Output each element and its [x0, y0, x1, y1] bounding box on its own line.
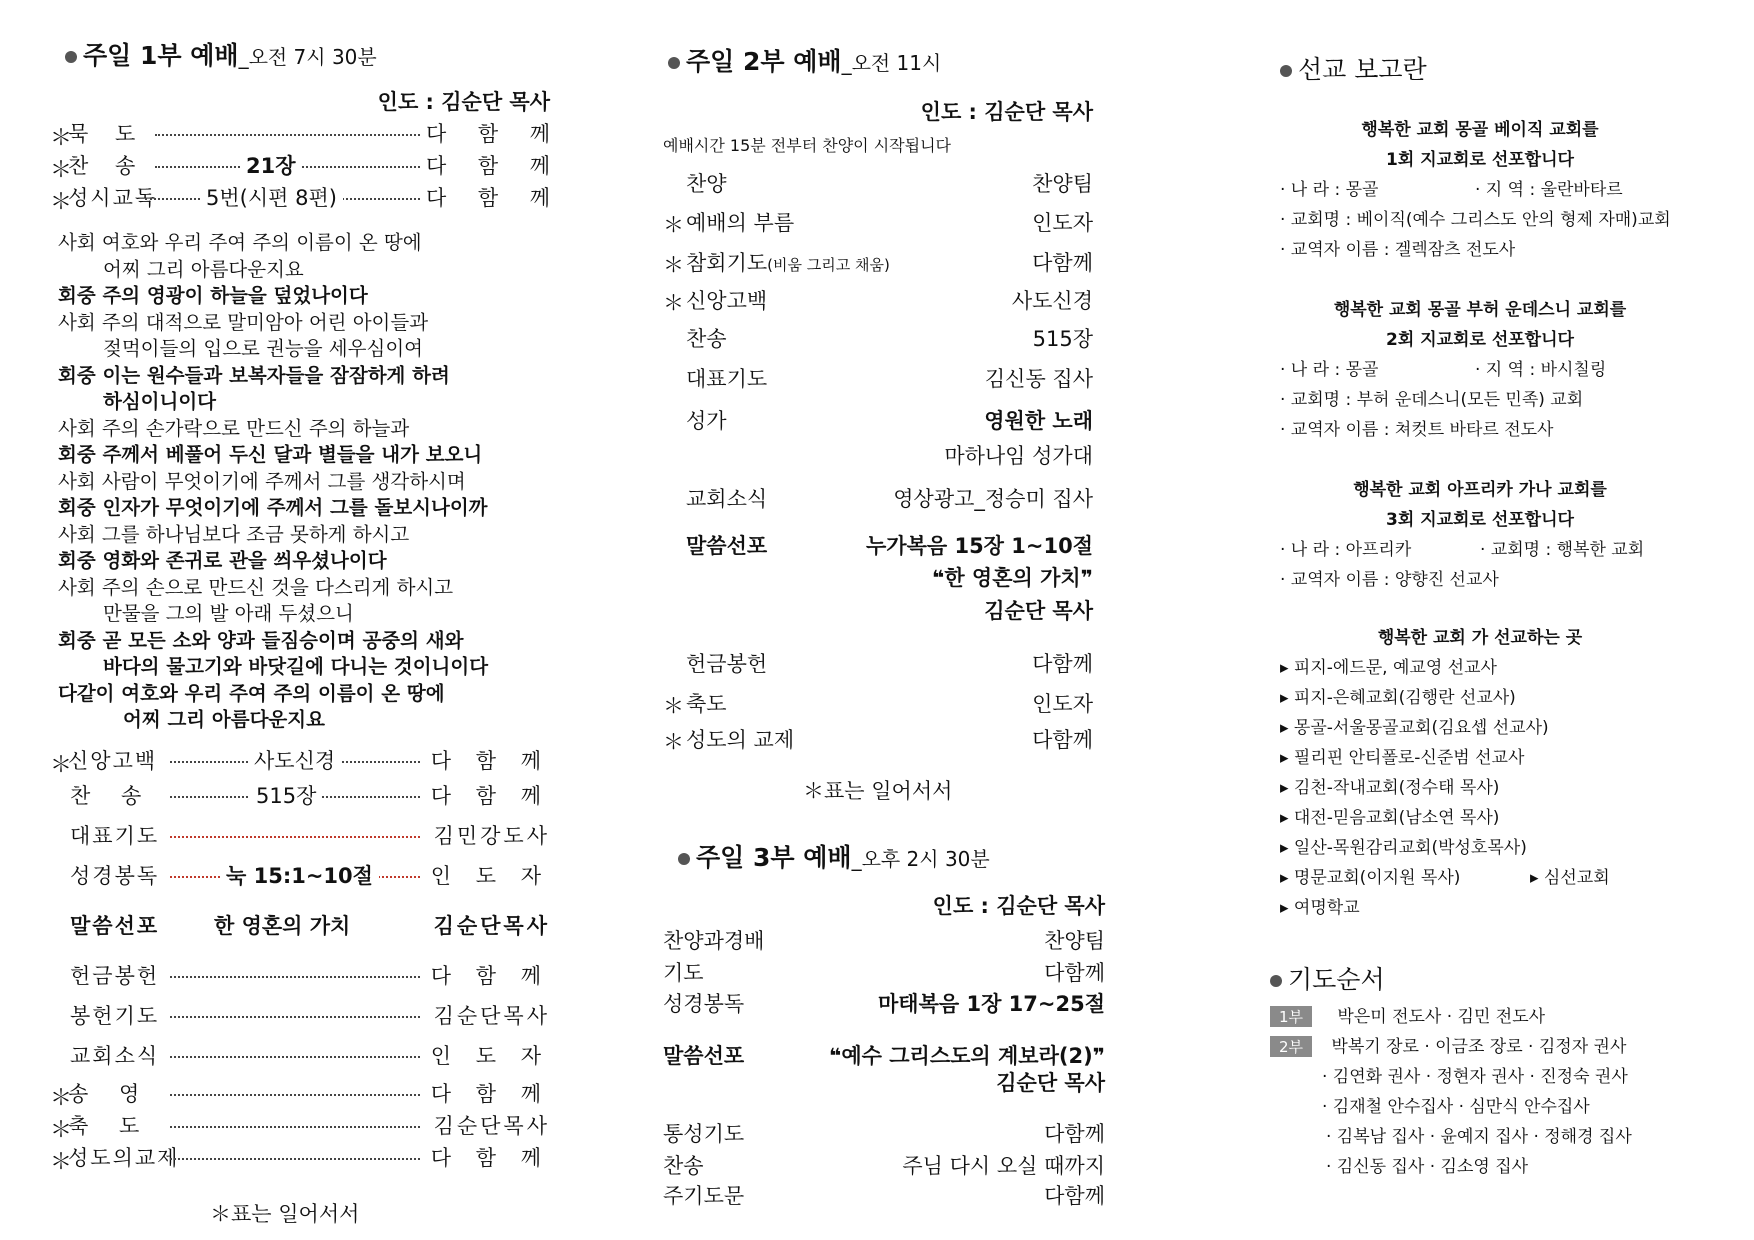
standing-mark: ＊ — [50, 1118, 73, 1143]
mission-1-region: · 지 역 : 울란바타르 — [1475, 180, 1623, 200]
order-item-7 — [663, 405, 1093, 435]
order-label: 찬송 — [663, 1154, 704, 1178]
order-label: 헌금봉헌 — [686, 652, 768, 676]
mission-1-declaration: 1회 지교회로 선포합니다 — [1386, 150, 1574, 170]
mission-place: ▸ 필리핀 안티폴로-신준범 선교사 — [1280, 748, 1525, 768]
order-note: (비움 그리고 채움) — [767, 256, 890, 274]
order-item-12 — [663, 595, 1093, 625]
order-label: 예배의 부름 — [686, 211, 795, 235]
mission-1-church: · 교회명 : 베이직(예수 그리스도 안의 형제 자매)교회 — [1280, 210, 1671, 230]
leader-dots — [155, 134, 420, 136]
reading-line: 사회 주의 손으로 만드신 것을 다스리게 하시고 — [58, 575, 454, 599]
order-item-11 — [663, 562, 1093, 592]
order-person-char: 다 — [426, 186, 447, 210]
bullet-icon — [668, 57, 680, 69]
service-2-title: 주일 2부 예배_오전 11시 — [668, 42, 941, 78]
order-label: 봉헌기도 — [70, 1004, 160, 1028]
mission-places-heading: 행복한 교회 가 선교하는 곳 — [1377, 628, 1583, 648]
order-person: ❝예수 그리스도의 계보라(2)❞ — [829, 1044, 1105, 1068]
order-person — [426, 182, 550, 212]
reading-line: 사회 주의 손가락으로 만드신 주의 하늘과 — [58, 416, 410, 440]
order-person: 영상광고_정승미 집사 — [893, 487, 1093, 511]
order-person-char: 다 — [426, 122, 447, 146]
order-item-14 — [663, 688, 1093, 718]
mission-1-country: · 나 라 : 몽골 — [1280, 180, 1379, 200]
order3-item-1 — [663, 925, 1105, 955]
leader-dots — [170, 1094, 420, 1096]
order-item-4 — [663, 285, 1093, 315]
order-item-11 — [50, 1040, 550, 1070]
standing-mark: ＊ — [663, 213, 684, 237]
mission-2-minister: · 교역자 이름 : 쳐컷트 바타르 전도사 — [1280, 420, 1554, 440]
order-person: 다 함 께 — [430, 1146, 550, 1170]
order-person: 515장 — [1032, 327, 1093, 351]
order-item-8 — [663, 440, 1093, 470]
order-person-char: 다 — [426, 154, 447, 178]
service-3-title: 주일 3부 예배_오후 2시 30분 — [678, 838, 990, 874]
standing-mark: ＊ — [50, 1086, 73, 1111]
order-person: 다 함 께 — [430, 784, 550, 808]
reading-line: 회중 곧 모든 소와 양과 들짐승이며 공중의 새와 — [58, 628, 464, 652]
standing-footnote-2: ＊표는 일어서서 — [803, 779, 953, 803]
mission-place: ▸ 일산-목원감리교회(박성호목사) — [1280, 838, 1527, 858]
prayer-order-title: 기도순서 — [1270, 960, 1385, 996]
order-item-3 — [663, 247, 1093, 277]
bullet-icon — [1270, 975, 1282, 987]
order-label: 참회기도(비움 그리고 채움) — [686, 251, 890, 275]
order-person: 인도자 — [1032, 692, 1093, 716]
order-item-1 — [50, 118, 550, 151]
leader-dots — [170, 1016, 420, 1018]
order-person: 마태복음 1장 17~25절 — [878, 992, 1105, 1016]
order-label: 축도 — [686, 692, 727, 716]
order-person: 영원한 노래 — [984, 409, 1093, 433]
order-item-7 — [50, 860, 550, 890]
order-label: 찬양과경배 — [663, 929, 765, 953]
service-3-leader: 인도 : 김순단 목사 — [932, 894, 1105, 918]
mission-2-region: · 지 역 : 바시칠링 — [1475, 360, 1607, 380]
order-person-char: 께 — [529, 122, 550, 146]
mission-place: ▸ 심선교회 — [1530, 868, 1610, 888]
leader-dots — [170, 1126, 420, 1128]
part-2-badge: 2부 — [1270, 1036, 1312, 1057]
reading-line: 사회 여호와 우리 주여 주의 이름이 온 땅에 — [58, 231, 422, 254]
order-label: 찬 송 — [68, 154, 146, 178]
order-detail: 한 영혼의 가치 — [208, 910, 356, 940]
mission-2-country: · 나 라 : 몽골 — [1280, 360, 1379, 380]
mission-place: ▸ 몽골-서울몽골교회(김요셉 선교사) — [1280, 718, 1549, 738]
reading-line: 바다의 물고기와 바닷길에 다니는 것이니이다 — [103, 655, 489, 678]
service-1-title: 주일 1부 예배_오전 7시 30분 — [65, 36, 377, 72]
order-label: 성경봉독 — [663, 992, 745, 1016]
order-item-3 — [50, 182, 550, 215]
reading-line: 사회 그를 하나님보다 조금 못하게 하시고 — [58, 522, 410, 546]
order-label: 헌금봉헌 — [70, 964, 160, 988]
order-person: 마하나임 성가대 — [944, 444, 1093, 468]
order-item-13 — [663, 648, 1093, 678]
order-person-char: 께 — [529, 186, 550, 210]
order-label: 신앙고백 — [686, 289, 768, 313]
reading-line: 사회 주의 대적으로 말미암아 어린 아이들과 — [58, 310, 429, 334]
order-label: 성경봉독 — [70, 864, 160, 888]
service-2-notice: 예배시간 15분 전부터 찬양이 시작됩니다 — [663, 136, 951, 155]
order-item-14 — [50, 1142, 550, 1175]
mission-2-church: · 교회명 : 부허 운데스니(모든 민족) 교회 — [1280, 390, 1584, 410]
standing-mark: ＊ — [663, 291, 684, 315]
order-detail: 5번(시편 8편) — [200, 182, 343, 212]
mission-3-minister: · 교역자 이름 : 양향진 선교사 — [1280, 570, 1499, 590]
reading-line: 젖먹이들의 입으로 권능을 세우심이여 — [103, 337, 423, 360]
mission-place: ▸ 여명학교 — [1280, 898, 1360, 918]
mission-2-heading: 행복한 교회 몽골 부허 운데스니 교회를 — [1333, 300, 1627, 320]
order-person: 김신동 집사 — [984, 367, 1093, 391]
order-item-6 — [50, 820, 550, 850]
order-person: 찬양팀 — [1032, 172, 1093, 196]
order-label: 주기도문 — [663, 1184, 745, 1208]
order-label: 축 도 — [68, 1114, 152, 1138]
bullet-icon — [678, 853, 690, 865]
order-label: 말씀선포 — [70, 914, 160, 938]
prayer-names-1: 박은미 전도사 · 김민 전도사 — [1337, 1007, 1546, 1027]
reading-line: 회중 영화와 존귀로 관을 씌우셨나이다 — [58, 549, 387, 572]
order-item-10 — [663, 530, 1093, 560]
leader-dots — [170, 1056, 420, 1058]
prayer-names-4: · 김재철 안수집사 · 심만식 안수집사 — [1322, 1097, 1590, 1117]
order3-item-5 — [663, 1067, 1105, 1097]
order-person: 인도자 — [1032, 211, 1093, 235]
reading-line: 사회 사람이 무엇이기에 주께서 그를 생각하시며 — [58, 469, 466, 493]
standing-mark: ＊ — [663, 253, 684, 277]
order-item-15 — [663, 724, 1093, 754]
mission-place: ▸ 대전-믿음교회(남소연 목사) — [1280, 808, 1500, 828]
order-label: 기도 — [663, 961, 704, 985]
order3-item-8 — [663, 1180, 1105, 1210]
order3-item-3 — [663, 988, 1105, 1018]
order-label: 신앙고백 — [68, 749, 158, 773]
order-item-9 — [663, 483, 1093, 513]
mission-1-heading: 행복한 교회 몽골 베이직 교회를 — [1361, 120, 1599, 140]
service-2-leader: 인도 : 김순단 목사 — [920, 100, 1093, 124]
order-person — [426, 118, 550, 148]
order-label: 교회소식 — [686, 487, 768, 511]
order-label: 대표기도 — [686, 367, 768, 391]
prayer-names-5: · 김복남 집사 · 윤예지 집사 · 정해경 집사 — [1326, 1127, 1632, 1147]
prayer-names-6: · 김신동 집사 · 김소영 집사 — [1326, 1157, 1529, 1177]
order-person: 다 함 께 — [430, 1082, 550, 1106]
order-label: 송 영 — [68, 1082, 152, 1106]
standing-mark: ＊ — [50, 126, 73, 151]
order-label: 찬송 — [686, 327, 727, 351]
order-label: 성시교독 — [68, 186, 158, 210]
reading-line: 회중 이는 원수들과 보복자들을 잠잠하게 하려 — [58, 363, 450, 387]
standing-mark: ＊ — [50, 753, 73, 778]
order-person: 인 도 자 — [430, 864, 550, 888]
order-person: 다함께 — [1044, 1184, 1105, 1208]
reading-line: 어찌 그리 아름다운지요 — [103, 257, 304, 281]
responsive-reading — [58, 230, 488, 734]
order-person: 다함께 — [1044, 1122, 1105, 1146]
mission-3-declaration: 3회 지교회로 선포합니다 — [1386, 510, 1574, 530]
mission-1-minister: · 교역자 이름 : 겔렉잠츠 전도사 — [1280, 240, 1516, 260]
prayer-names-2: 박복기 장로 · 이금조 장로 · 김정자 권사 — [1331, 1037, 1627, 1057]
order-person: 다함께 — [1032, 652, 1093, 676]
order-person: 누가복음 15장 1~10절 — [866, 534, 1093, 558]
standing-footnote: ＊표는 일어서서 — [210, 1202, 360, 1226]
order-person: 김순단목사 — [433, 1004, 550, 1028]
order-person-char: 께 — [529, 154, 550, 178]
order-person — [426, 150, 550, 180]
order-person: 사도신경 — [1011, 289, 1093, 313]
order-item-2 — [50, 150, 550, 183]
order-item-9 — [50, 960, 550, 990]
standing-mark: ＊ — [50, 190, 73, 215]
order-label: 성도의교제 — [68, 1146, 180, 1170]
order3-item-2 — [663, 957, 1105, 987]
reading-line: 회중 주께서 베풀어 두신 달과 별들을 내가 보오니 — [58, 443, 483, 466]
reading-line: 만물을 그의 발 아래 두셨으니 — [103, 602, 354, 625]
order-label: 찬 송 — [70, 784, 154, 808]
prayer-row-2 — [1270, 1032, 1626, 1057]
order-label: 성가 — [686, 409, 727, 433]
standing-mark: ＊ — [663, 730, 684, 754]
order-person: 주님 다시 오실 때까지 — [902, 1154, 1105, 1178]
reading-line: 어찌 그리 아름다운지요 — [123, 708, 325, 731]
order-person: 다 함 께 — [430, 749, 550, 773]
order-person: 다함께 — [1032, 251, 1093, 275]
order-person-char: 함 — [477, 122, 499, 146]
order-person-char: 함 — [477, 186, 499, 210]
mission-place: ▸ 피지-에드문, 예교영 선교사 — [1280, 658, 1497, 678]
order-label: 교회소식 — [70, 1044, 160, 1068]
leader-dots — [170, 1158, 420, 1160]
mission-place: ▸ 명문교회(이지원 목사) — [1280, 868, 1461, 888]
mission-report-title: 선교 보고란 — [1280, 50, 1427, 86]
leader-dots — [170, 976, 420, 978]
standing-mark: ＊ — [50, 158, 73, 183]
order-item-8 — [50, 910, 550, 940]
leader-dots — [170, 836, 420, 838]
service-1-leader: 인도 : 김순단 목사 — [377, 90, 550, 114]
mission-3-heading: 행복한 교회 아프리카 가나 교회를 — [1353, 480, 1607, 500]
order-person: 김순단목사 — [433, 914, 550, 938]
mission-2-declaration: 2회 지교회로 선포합니다 — [1386, 330, 1574, 350]
order-label: 찬양 — [686, 172, 727, 196]
order-person: 다 함 께 — [430, 964, 550, 988]
order-person-char: 함 — [477, 154, 499, 178]
order-person: 찬양팀 — [1044, 929, 1105, 953]
bullet-icon — [1280, 65, 1292, 77]
order-item-10 — [50, 1000, 550, 1030]
order-item-5 — [50, 780, 550, 810]
order-label: 말씀선포 — [663, 1044, 745, 1068]
order3-item-6 — [663, 1118, 1105, 1148]
order-person: 김순단목사 — [433, 1114, 550, 1138]
order-person: 김민강도사 — [433, 824, 550, 848]
order-person: 김순단 목사 — [996, 1071, 1105, 1095]
mission-place: ▸ 김천-작내교회(정수태 목사) — [1280, 778, 1500, 798]
order-label: 대표기도 — [70, 824, 160, 848]
reading-line: 하심이니이다 — [103, 390, 217, 413]
order-detail: 사도신경 — [248, 745, 341, 775]
order-label: 묵 도 — [68, 122, 146, 146]
prayer-row-1 — [1270, 1002, 1545, 1027]
order-person: ❝한 영혼의 가치❞ — [932, 566, 1093, 590]
mission-place: ▸ 피지-은혜교회(김행란 선교사) — [1280, 688, 1516, 708]
reading-line: 회중 주의 영광이 하늘을 덮었나이다 — [58, 284, 368, 307]
order3-item-7 — [663, 1150, 1105, 1180]
order-person: 김순단 목사 — [984, 599, 1093, 623]
order-item-5 — [663, 323, 1093, 353]
mission-3-region: · 교회명 : 행복한 교회 — [1480, 540, 1645, 560]
part-1-badge: 1부 — [1270, 1006, 1312, 1027]
order-person: 다함께 — [1044, 961, 1105, 985]
order-item-2 — [663, 207, 1093, 237]
order-detail: 21장 — [240, 150, 302, 180]
order-detail: 515장 — [250, 780, 322, 810]
mission-3-country: · 나 라 : 아프리카 — [1280, 540, 1412, 560]
order-label: 통성기도 — [663, 1122, 745, 1146]
standing-mark: ＊ — [50, 1150, 73, 1175]
order3-item-4 — [663, 1040, 1105, 1070]
order-person: 다함께 — [1032, 728, 1093, 752]
order-item-6 — [663, 363, 1093, 393]
order-item-13 — [50, 1110, 550, 1143]
order-label: 성도의 교제 — [686, 728, 795, 752]
order-item-12 — [50, 1078, 550, 1111]
order-person: 인 도 자 — [430, 1044, 550, 1068]
bullet-icon — [65, 51, 77, 63]
order-label: 말씀선포 — [686, 534, 768, 558]
reading-line: 다같이 여호와 우리 주여 주의 이름이 온 땅에 — [58, 681, 445, 705]
reading-line: 회중 인자가 무엇이기에 주께서 그를 돌보시나이까 — [58, 496, 488, 519]
standing-mark: ＊ — [663, 694, 684, 718]
order-item-1 — [663, 168, 1093, 198]
order-detail: 눅 15:1~10절 — [220, 860, 379, 890]
prayer-names-3: · 김연화 권사 · 정현자 권사 · 진정숙 권사 — [1322, 1067, 1628, 1087]
order-item-4 — [50, 745, 550, 778]
